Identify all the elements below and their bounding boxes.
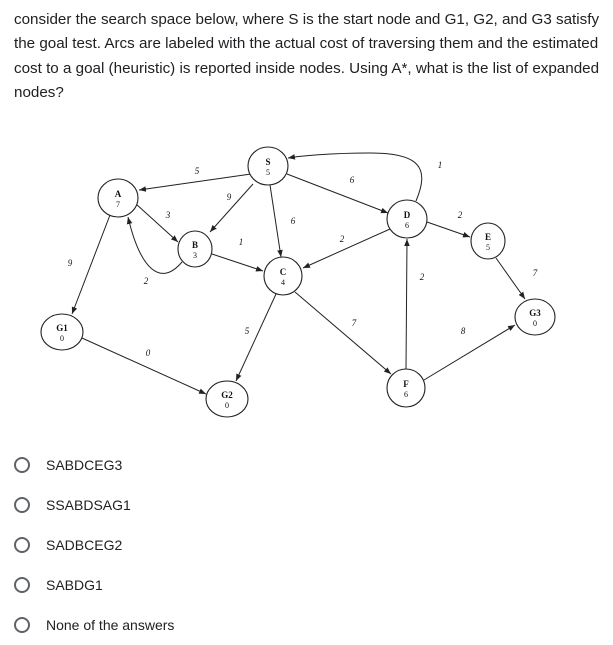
option-label: SABDCEG3 <box>46 457 123 473</box>
node-heuristic: 0 <box>225 401 229 410</box>
radio-icon[interactable] <box>14 497 30 513</box>
radio-icon[interactable] <box>14 577 30 593</box>
edge-cost-a-g1: 9 <box>67 258 73 268</box>
edge-cost-b-a: 2 <box>143 276 149 286</box>
node-label: G1 <box>56 323 68 333</box>
edge-cost-b-c: 1 <box>238 237 244 247</box>
node-d <box>387 200 427 238</box>
edge-d-e <box>427 222 470 237</box>
radio-icon[interactable] <box>14 457 30 473</box>
edge-s-d <box>287 174 388 213</box>
node-heuristic: 7 <box>116 200 120 209</box>
node-e <box>471 223 505 259</box>
node-a <box>98 179 138 217</box>
edge-cost-d-e: 2 <box>457 210 463 220</box>
edge-cost-g1-g2: 0 <box>145 348 151 358</box>
radio-icon[interactable] <box>14 537 30 553</box>
option-3[interactable] <box>14 525 174 565</box>
edge-cost-c-g2: 5 <box>244 326 250 336</box>
radio-icon[interactable] <box>14 617 30 633</box>
option-label: None of the answers <box>46 617 175 633</box>
edge-d-s <box>288 153 422 201</box>
edge-b-a <box>128 217 182 273</box>
edge-c-g2 <box>236 294 276 381</box>
node-label: D <box>403 210 411 220</box>
edge-cost-c-f: 7 <box>351 318 357 328</box>
node-heuristic: 6 <box>404 390 408 399</box>
search-graph <box>0 128 613 428</box>
option-2[interactable] <box>14 485 174 525</box>
node-s <box>248 147 288 185</box>
node-label: S <box>265 157 271 167</box>
edge-s-c <box>270 185 281 257</box>
option-label: SABDG1 <box>46 577 103 593</box>
edge-cost-f-d: 2 <box>419 272 425 282</box>
option-5[interactable] <box>14 605 174 645</box>
node-label: F <box>403 379 409 389</box>
node-heuristic: 0 <box>533 319 537 328</box>
option-4[interactable] <box>14 565 174 605</box>
answer-options <box>14 445 174 645</box>
edge-cost-s-b: 9 <box>226 192 232 202</box>
question-text: consider the search space below, where S is the start node and G1, G2, and G3 satisfy the goal test. Arcs are labeled with the actual cost of traversing them and the estimated cost to a goal (heuristic) is reported inside nodes. Using A*, what is the list of expanded nodes? <box>14 11 600 102</box>
node-b <box>178 231 212 267</box>
edge-s-a <box>139 174 251 190</box>
edge-e-g3 <box>496 258 525 299</box>
edge-cost-s-a: 5 <box>194 166 200 176</box>
edge-g1-g2 <box>82 338 206 394</box>
edge-cost-d-s: 1 <box>437 160 443 170</box>
edge-cost-s-c: 6 <box>290 216 296 226</box>
node-g2 <box>206 381 248 417</box>
node-label: E <box>484 232 492 242</box>
edge-a-b <box>136 204 178 242</box>
edge-cost-a-b: 3 <box>165 210 171 220</box>
option-label: SSABDSAG1 <box>46 497 131 513</box>
node-heuristic: 4 <box>281 278 285 287</box>
option-label: SADBCEG2 <box>46 537 123 553</box>
edge-cost-s-d: 6 <box>349 175 355 185</box>
edge-cost-d-c: 2 <box>339 234 345 244</box>
node-g3 <box>515 299 555 335</box>
node-label: B <box>191 240 199 250</box>
edge-s-b <box>210 184 253 232</box>
edge-b-c <box>212 254 263 271</box>
edge-a-g1 <box>72 215 110 314</box>
edge-cost-f-g3: 8 <box>460 326 466 336</box>
node-g1 <box>41 314 83 350</box>
edge-f-g3 <box>424 325 515 380</box>
node-c <box>264 257 302 295</box>
option-1[interactable] <box>14 445 174 485</box>
node-label: G3 <box>529 308 541 318</box>
edge-f-d <box>406 239 407 369</box>
edge-cost-e-g3: 7 <box>532 268 538 278</box>
node-label: A <box>114 189 122 199</box>
node-heuristic: 5 <box>486 243 490 252</box>
node-heuristic: 6 <box>405 221 409 230</box>
edge-c-f <box>295 292 391 374</box>
node-label: C <box>279 267 287 277</box>
node-heuristic: 0 <box>60 334 64 343</box>
node-label: G2 <box>221 390 233 400</box>
edge-d-c <box>303 229 390 268</box>
node-heuristic: 5 <box>266 168 270 177</box>
node-f <box>387 369 425 407</box>
node-heuristic: 3 <box>193 251 197 260</box>
